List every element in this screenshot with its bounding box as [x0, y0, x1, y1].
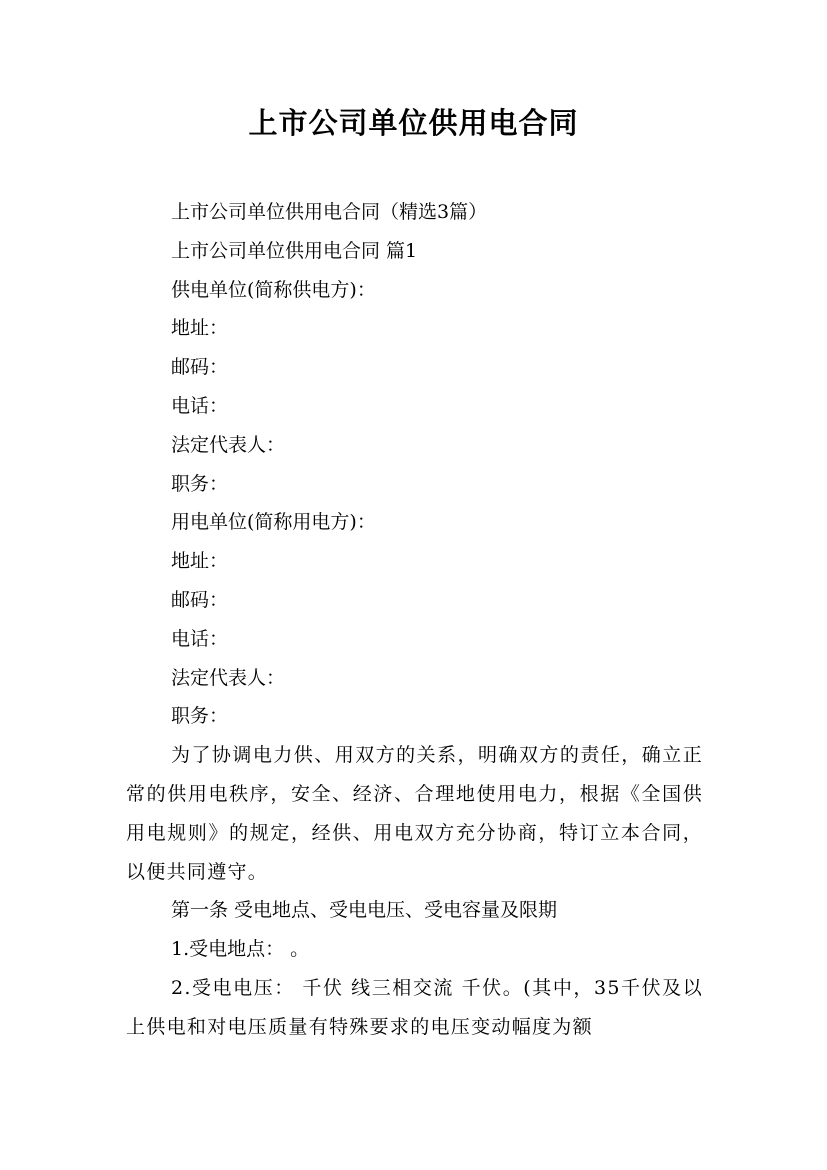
article-1-item-1: 1.受电地点： 。	[171, 938, 310, 961]
supplier-phone-field: 电话：	[171, 394, 229, 417]
consumer-label: 用电单位(简称用电方)：	[171, 511, 376, 534]
consumer-legal-rep-field: 法定代表人：	[171, 666, 286, 689]
supplier-postcode-field: 邮码：	[171, 356, 229, 379]
supplier-legal-rep-field: 法定代表人：	[171, 433, 286, 456]
supplier-label: 供电单位(简称供电方)：	[171, 278, 376, 301]
consumer-phone-field: 电话：	[171, 627, 229, 650]
supplier-position-field: 职务：	[171, 472, 229, 495]
preamble-paragraph: 为了协调电力供、用双方的关系，明确双方的责任，确立正常的供用电秩序，安全、经济、合理地使用电力，根据《全国供用电规则》的规定，经供、用电双方充分协商，特订立本合同，以便共同遵守。	[126, 744, 703, 883]
article-1-item-2: 2.受电电压： 千伏 线三相交流 千伏。(其中，35千伏及以上供电和对电压质量有特殊要求的电压变动幅度为额	[126, 976, 703, 1038]
consumer-address-field: 地址：	[171, 550, 229, 573]
supplier-address-field: 地址：	[171, 317, 229, 340]
consumer-postcode-field: 邮码：	[171, 588, 229, 611]
section-heading: 上市公司单位供用电合同 篇1	[171, 239, 418, 262]
consumer-position-field: 职务：	[171, 705, 229, 728]
document-title: 上市公司单位供用电合同	[248, 106, 579, 140]
subtitle-line: 上市公司单位供用电合同（精选3篇）	[171, 201, 488, 223]
article-1-heading: 第一条 受电地点、受电电压、受电容量及限期	[171, 899, 558, 922]
document-body	[126, 193, 703, 1047]
